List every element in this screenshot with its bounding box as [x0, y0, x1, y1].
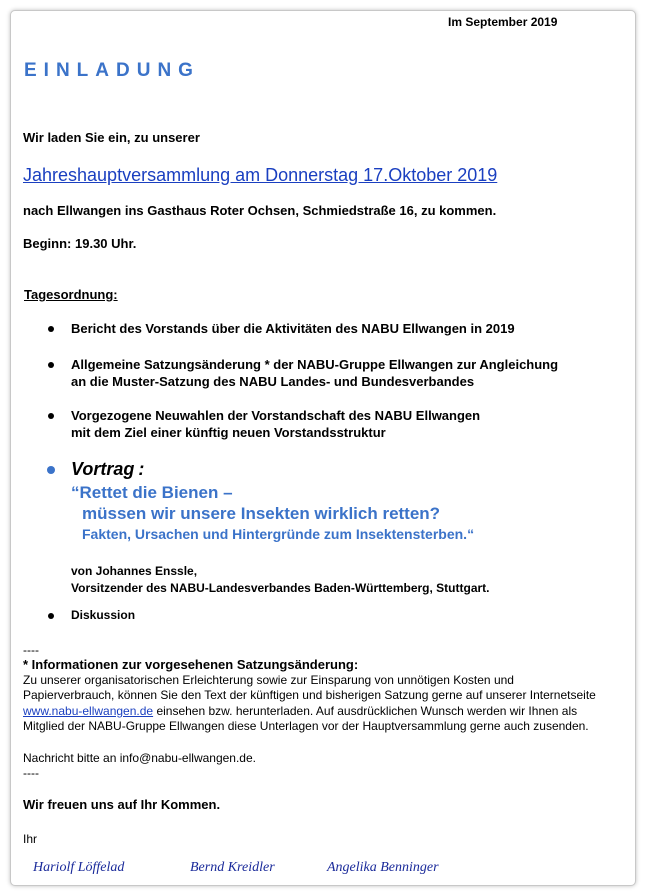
bullet-icon: [48, 613, 54, 619]
signature-loeffelad: Hariolf Löffelad: [33, 860, 125, 875]
talk-colon: :: [138, 459, 145, 479]
notes-text-after-link: einsehen bzw. herunterladen. Auf ausdrücklichen Wunsch werden wir Ihnen als Mitglied der NABU-Gruppe Ellwangen diese Unterlagen vor der Hauptversammlung gerne auch zusenden.: [23, 703, 589, 733]
signature-benninger: Angelika Benninger: [327, 860, 439, 875]
notes-text-before-link: Zu unserer organisatorischen Erleichterung sowie zur Einsparung von unnötigen Kosten und Papierverbrauch, können Sie den Text der künftigen und bisherigen Satzung gerne auf unserer Internetseite: [23, 673, 596, 703]
talk-title-line1: “Rettet die Bienen –: [71, 483, 233, 502]
bullet-icon: [48, 362, 54, 368]
agenda-title: Tagesordnung:: [24, 287, 118, 302]
separator: ----: [23, 643, 39, 657]
talk-label: [71, 459, 144, 480]
talk-title-line2: müssen wir unsere Insekten wirklich retten?: [82, 504, 441, 523]
notes-text: [23, 673, 603, 734]
speaker-info: [71, 563, 490, 597]
agenda-item-elections-line1: Vorgezogene Neuwahlen der Vorstandschaft des NABU Ellwangen: [71, 408, 481, 423]
website-link[interactable]: www.nabu-ellwangen.de: [23, 703, 154, 718]
agenda-item-statute-line1: Allgemeine Satzungsänderung * der NABU-Gruppe Ellwangen zur Angleichung: [71, 357, 559, 372]
location-text: nach Ellwangen ins Gasthaus Roter Ochsen, Schmiedstraße 16, zu kommen.: [23, 203, 497, 218]
speaker-name: von Johannes Enssle,: [71, 564, 198, 578]
start-time: Beginn: 19.30 Uhr.: [23, 236, 137, 251]
notes-heading: * Informationen zur vorgesehenen Satzungsänderung:: [23, 657, 359, 672]
speaker-role: Vorsitzender des NABU-Landesverbandes Baden-Württemberg, Stuttgart.: [71, 581, 490, 595]
letter-title: EINLADUNG: [24, 60, 200, 81]
bullet-icon: [48, 413, 54, 419]
bullet-icon: [48, 326, 54, 332]
closing-yours: Ihr: [23, 832, 38, 846]
bullet-icon: [47, 466, 55, 474]
closing-text: Wir freuen uns auf Ihr Kommen.: [23, 797, 221, 812]
agenda-item-statute-line2: an die Muster-Satzung des NABU Landes- und Bundesverbandes: [71, 374, 475, 389]
talk-label-text: Vortrag: [71, 459, 135, 479]
agenda-item-report: Bericht des Vorstands über die Aktivitäten des NABU Ellwangen in 2019: [71, 321, 515, 336]
agenda-item-discussion: Diskussion: [71, 608, 136, 622]
signature-kreidler: Bernd Kreidler: [190, 860, 275, 875]
separator: ----: [23, 766, 39, 780]
intro-text: Wir laden Sie ein, zu unserer: [23, 130, 200, 145]
talk-title-line3: Fakten, Ursachen und Hintergründe zum Insektensterben.“: [82, 526, 475, 542]
agenda-item-statute: [71, 356, 558, 390]
contact-text: Nachricht bitte an info@nabu-ellwangen.de.: [23, 751, 256, 765]
letter-date: Im September 2019: [448, 15, 558, 29]
agenda-item-elections: [71, 407, 480, 441]
event-heading: Jahreshauptversammlung am Donnerstag 17.Oktober 2019: [23, 165, 498, 185]
agenda-item-elections-line2: mit dem Ziel einer künftig neuen Vorstandsstruktur: [71, 425, 386, 440]
